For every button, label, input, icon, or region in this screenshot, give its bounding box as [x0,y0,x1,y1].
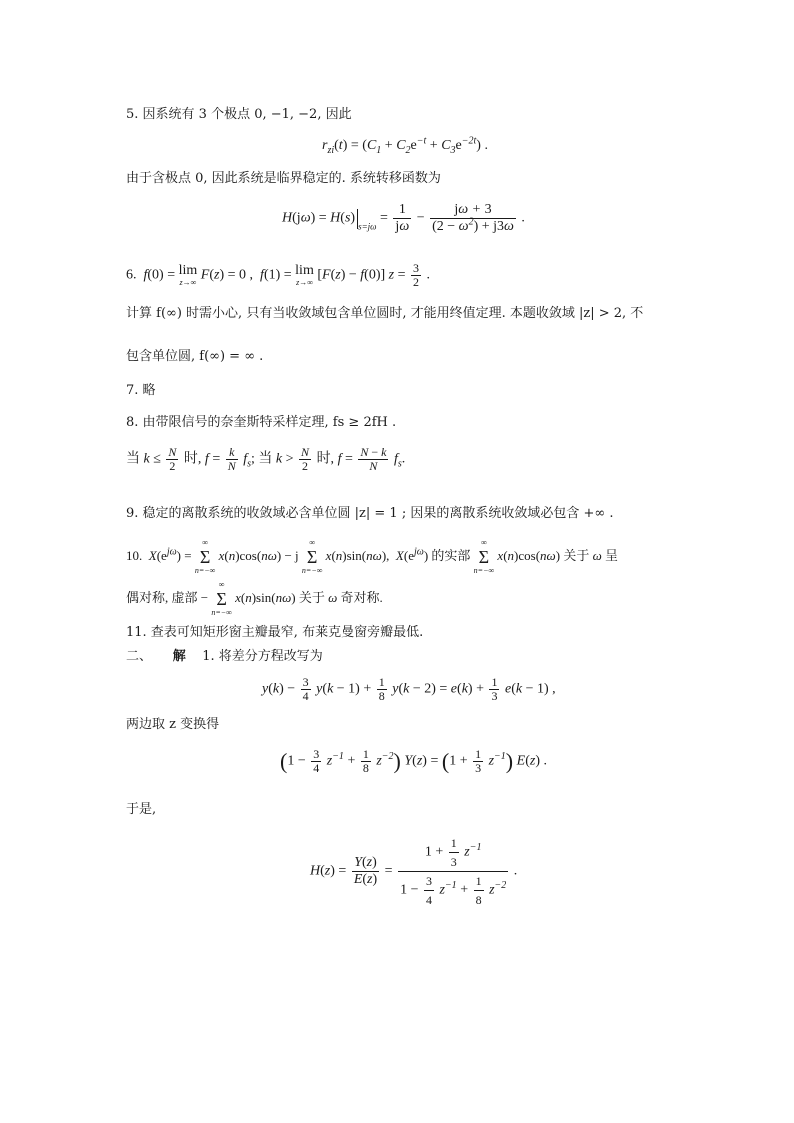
item-5-equation-1: $r_{zi}(t) = (C_1 + C_2e^{-t} + C_3e^{-2t})$ . [322,135,488,156]
section-2-equation-3: H(z) = $\frac{Y(z)}{E(z)}$ = 1 + $\frac{1}{3}$ $z^{-1}$ 1 − $\frac{3}{4}$ $z^{-1}$ + $\frac{1}{8}$ $z^{-2}$ . [310,836,518,907]
item-9: 9. 稳定的离散系统的收敛域必含单位圆 |z| = 1 ; 因果的离散系统收敛域必包含 +∞ . [126,506,614,521]
item-10-text-2: 偶对称, 虚部 − ∞ Σ n=−∞ x(n)sin(nω) 关于 ω 奇对称. [126,580,383,617]
item-5-intro: 5. 因系统有 3 个极点 0, −1, −2, 因此 [126,107,352,122]
section-2-equation-2: (1 − $\frac{3}{4}$ $z^{-1}$ + $\frac{1}{8}$ $z^{-2}$) Y(z) = (1 + $\frac{1}{3}$ $z^{-1}$) E(z) . [280,747,547,775]
section-2-text-3: 于是, [126,802,157,817]
section-2-equation-1: y(k) − $\frac{3}{4}$ y(k − 1) + $\frac{1}{8}$ y(k − 2) = e(k) + $\frac{1}{3}$ e(k − 1) , [262,675,556,703]
item-5-equation-2: $H(j\omega) = H(s)_{s=j\omega}$ = $\frac{1}{j\omega}$ − $\frac{j\omega + 3}{(2 - \omega^2) + j3\omega}$ . [282,202,525,234]
item-11: 11. 查表可知矩形窗主瓣最窄, 布莱克曼窗旁瓣最低. [126,625,424,640]
item-6-equation: 6. f(0) = lim z→∞ F(z) = 0 , f(1) = lim z→∞ [F(z) − f(0)] z = $\frac{3}{2}$ . [126,261,431,289]
section-2-text-2: 两边取 z 变换得 [126,717,220,732]
item-8-text-1: 8. 由带限信号的奈奎斯特采样定理, fs ≥ 2fH . [126,415,397,430]
item-8-conditions: 当 k ≤ $\frac{N}{2}$ 时, f = $\frac{k}{N}$ $f_s$; 当 k > $\frac{N}{2}$ 时, f = $\frac{N - k}{N}$ $f_s$. [126,445,406,473]
item-6-text-1: 计算 f(∞) 时需小心, 只有当收敛域包含单位圆时, 才能用终值定理. 本题收敛域 |z| > 2, 不 [126,306,644,321]
item-5-text-2: 由于含极点 0, 因此系统是临界稳定的. 系统转移函数为 [126,171,441,186]
item-10-equation: 10. $X(e^{j\omega})$ = ∞ Σ n=−∞ x(n)cos(nω) − j ∞ Σ n=−∞ x(n)sin(nω), $X(e^{j\omega})$ 的实部 ∞ Σ n=−∞ x(n)cos(nω) 关于 ω 呈 [126,538,619,575]
item-7: 7. 略 [126,383,156,398]
item-6-text-2: 包含单位圆, f(∞) = ∞ . [126,349,264,364]
section-2-heading: 二、 解 1. 将差分方程改写为 [126,649,323,664]
